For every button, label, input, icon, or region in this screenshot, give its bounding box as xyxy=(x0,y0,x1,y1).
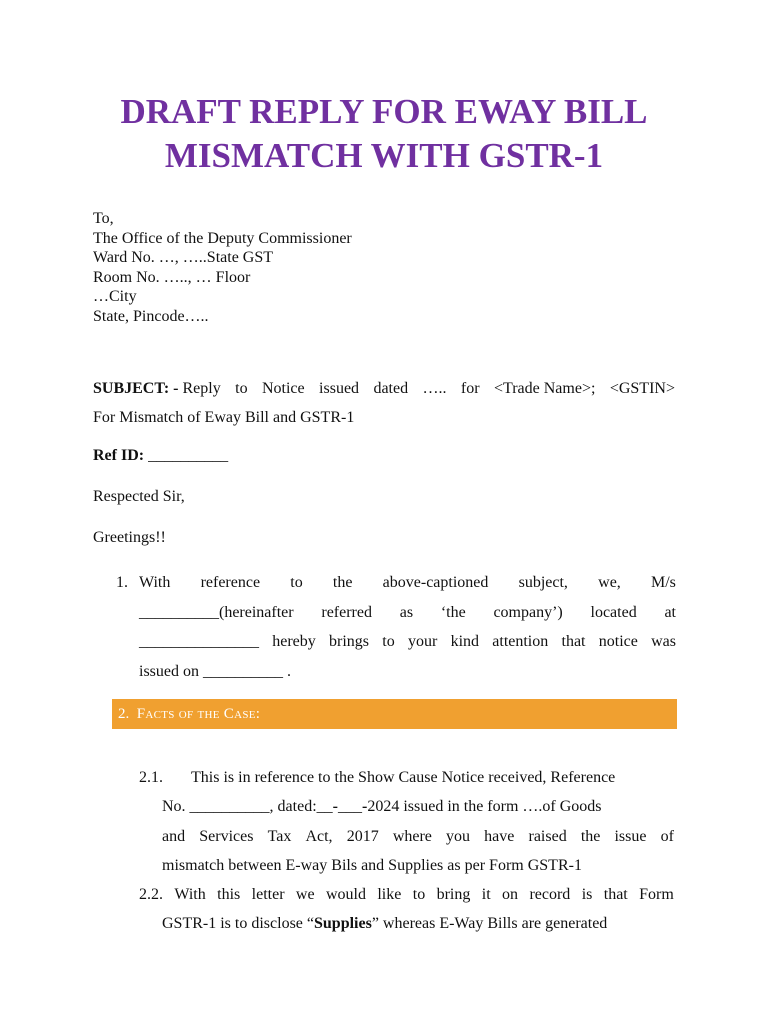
text-run: - xyxy=(332,798,338,816)
word: M/s xyxy=(651,574,676,591)
word: Tax xyxy=(267,827,292,845)
word: that xyxy=(561,633,586,650)
paragraph-1-text xyxy=(139,568,676,686)
word: above-captioned xyxy=(382,574,489,591)
word: subject, xyxy=(518,574,568,591)
ref-id-label: Ref ID: xyxy=(93,447,145,464)
text-run: - xyxy=(361,798,368,816)
subparagraph-2-2-line-2 xyxy=(162,909,674,938)
text-run: GSTR-1 is to disclose “ xyxy=(162,915,314,933)
greeting: Greetings!! xyxy=(93,529,166,546)
word: it xyxy=(481,886,491,903)
title-line-2: MISMATCH WITH GSTR-1 xyxy=(164,136,604,175)
subject-word: for xyxy=(460,380,480,397)
word: record xyxy=(529,886,571,903)
subject-word: <Trade xyxy=(493,380,540,397)
text-run: 2024 issued in the form ….of Goods xyxy=(367,798,602,816)
subparagraph-2-2-line-1 xyxy=(139,880,674,909)
word: issue xyxy=(614,827,647,845)
word: like xyxy=(377,886,402,903)
word: raised xyxy=(528,827,567,845)
word: on xyxy=(502,886,519,903)
word: as xyxy=(399,603,414,621)
paragraph-number: 1. xyxy=(116,574,128,591)
word: to xyxy=(412,886,426,903)
word: your xyxy=(407,633,438,650)
subject-word-pair xyxy=(494,374,595,403)
word: __________(hereinafter xyxy=(139,603,294,621)
word: With xyxy=(174,886,206,903)
title-line-1: DRAFT REPLY FOR EWAY BILL xyxy=(120,92,648,131)
paragraph-1-line-2 xyxy=(139,598,676,628)
word: bring xyxy=(436,886,471,903)
text-run: Supplies xyxy=(314,915,372,933)
section-title: Facts of the Case: xyxy=(136,706,261,722)
word: referred xyxy=(321,603,372,621)
subject-line-2: For Mismatch of Eway Bill and GSTR-1 xyxy=(93,409,355,426)
salutation: Respected Sir, xyxy=(93,488,185,505)
word: is xyxy=(581,886,593,903)
subparagraph-number: 2.2. xyxy=(139,886,163,903)
word: we, xyxy=(598,574,621,591)
subject-label: SUBJECT: - xyxy=(93,380,179,397)
word: the xyxy=(580,827,601,845)
address-line: …City xyxy=(93,288,137,306)
word: letter xyxy=(251,886,285,903)
word: this xyxy=(217,886,241,903)
address-line: State, Pincode….. xyxy=(93,307,209,325)
address-line: To, xyxy=(93,210,114,227)
word: kind xyxy=(450,633,480,650)
word: to xyxy=(382,633,395,650)
word: would xyxy=(325,886,366,903)
subparagraph-2-1-line-1: This is in reference to the Show Cause Notice received, Reference xyxy=(191,769,616,786)
paragraph-1-line-3 xyxy=(139,627,676,657)
address-line: Room No. ….., … Floor xyxy=(93,268,251,286)
text-run: ” whereas E-Way Bills are generated xyxy=(371,915,608,933)
subject-word: Name>; xyxy=(543,380,596,397)
address-line: The Office of the Deputy Commissioner xyxy=(93,229,352,247)
word: hereby xyxy=(272,633,316,650)
subparagraph-2-1-line-4: mismatch between E-way Bils and Supplies as per Form GSTR-1 xyxy=(162,856,582,874)
word: ‘the xyxy=(440,603,466,621)
word: Services xyxy=(199,827,254,845)
subject-block xyxy=(93,374,675,432)
subject-word: Notice xyxy=(261,380,305,397)
word: of xyxy=(660,827,674,845)
address-line: Ward No. …, …..State GST xyxy=(93,249,274,267)
subparagraph-2-1-line-3 xyxy=(162,822,674,851)
text-run: ___ xyxy=(337,798,362,816)
subject-word: ….. xyxy=(422,380,447,397)
word: you xyxy=(446,827,471,845)
subject-word: <GSTIN> xyxy=(609,380,675,397)
word: and xyxy=(162,827,186,845)
word: that xyxy=(603,886,628,903)
paragraph-1-line-1 xyxy=(139,568,676,598)
recipient-address xyxy=(93,209,352,327)
word: to xyxy=(290,574,303,591)
word: at xyxy=(664,603,676,621)
subject-word: to xyxy=(235,380,248,397)
word: With xyxy=(139,574,171,591)
section-heading-facts xyxy=(112,699,677,729)
word: company’) xyxy=(493,603,563,621)
subject-word: Reply xyxy=(182,380,221,397)
subparagraph-2-2 xyxy=(139,880,674,939)
subject-word: issued xyxy=(319,380,360,397)
subject-word: dated xyxy=(373,380,409,397)
word: reference xyxy=(200,574,261,591)
subparagraph-2-1-line-2 xyxy=(162,792,674,821)
word: brings xyxy=(329,633,370,650)
ref-id-line xyxy=(93,446,228,466)
subject-line-1 xyxy=(93,374,675,403)
subparagraph-number: 2.1. xyxy=(139,769,163,786)
word: Act, xyxy=(305,827,333,845)
word: the xyxy=(332,574,353,591)
subparagraph-2-1 xyxy=(139,763,674,880)
ref-id-value: __________ xyxy=(148,447,229,464)
word: we xyxy=(295,886,315,903)
word: notice xyxy=(598,633,638,650)
document-title xyxy=(60,90,708,178)
text-run: No. __________, dated:__ xyxy=(162,798,333,816)
word: have xyxy=(484,827,515,845)
word: where xyxy=(392,827,432,845)
word: attention xyxy=(492,633,549,650)
word: 2017 xyxy=(346,827,379,845)
word: located xyxy=(590,603,637,621)
paragraph-1-line-4: issued on __________ . xyxy=(139,662,291,680)
word: _______________ xyxy=(139,633,259,650)
word: Form xyxy=(639,886,674,903)
subject-label-group xyxy=(93,374,221,403)
word: was xyxy=(651,633,676,650)
section-number: 2. xyxy=(118,706,130,722)
